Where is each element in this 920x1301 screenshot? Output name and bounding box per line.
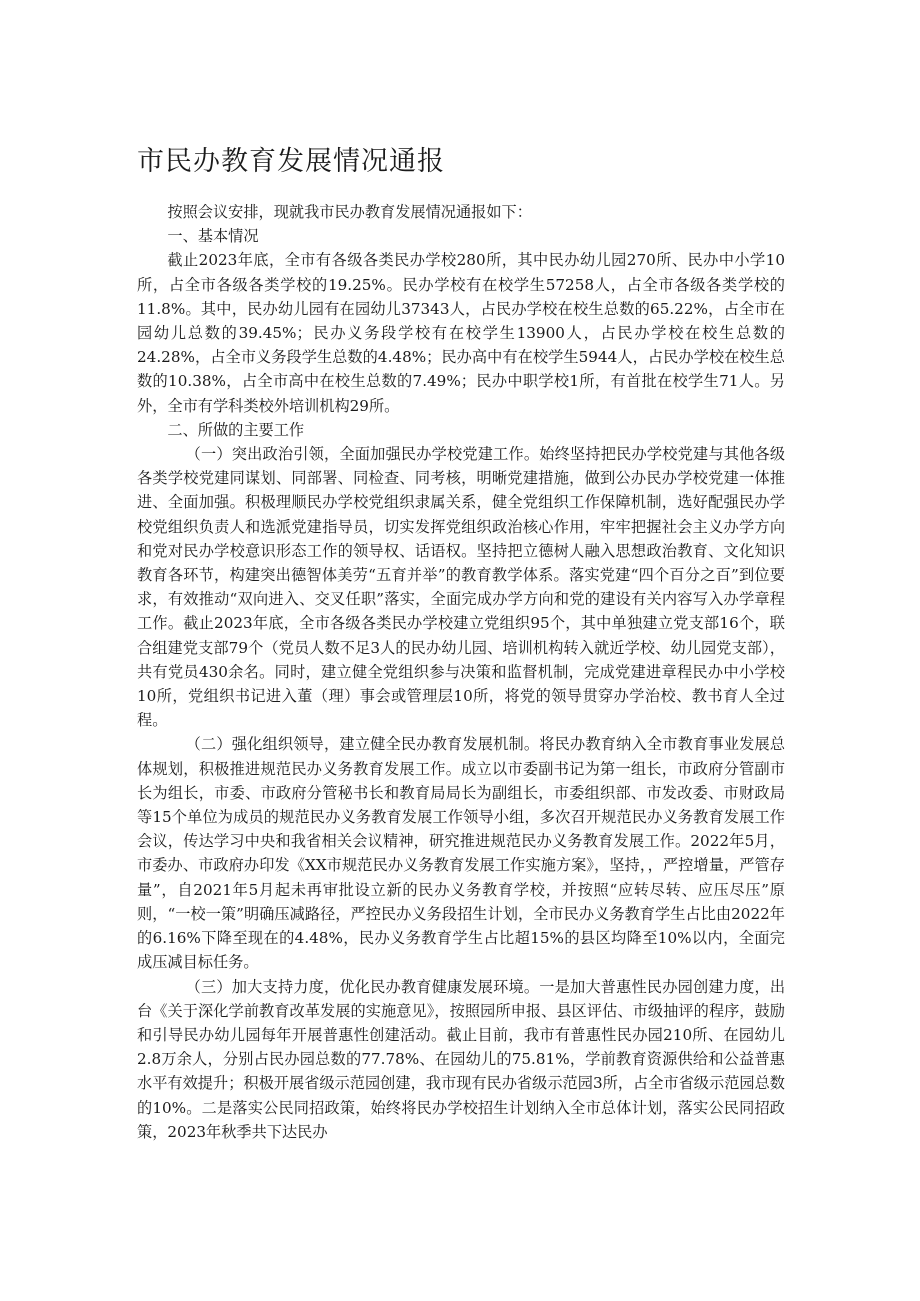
section1-paragraph: 截止2023年底，全市有各级各类民办学校280所，其中民办幼儿园270所、民办中小学10所，占全市各级各类学校的19.25%。民办学校有在校学生57258人，占全市各级各类学校的11.8%。其中，民办幼儿园有在园幼儿37343人，占民办学校在校生总数的65.22%，占全市在园幼儿总数的39.45%；民办义务段学校有在校学生13900人，占民办学校在校生总数的24.28%，占全市义务段学生总数的4.48%；民办高中有在校学生5944人，占民办学校在校生总数的10.38%，占全市高中在校生总数的7.49%；民办中职学校1所，有首批在校学生71人。另外，全市有学科类校外培训机构29所。 [137, 251, 785, 415]
document-body [137, 200, 785, 1144]
work-item-2-paragraph: （二）强化组织领导，建立健全民办教育发展机制。将民办教育纳入全市教育事业发展总体规划，积极推进规范民办义务教育发展工作。成立以市委副书记为第一组长，市政府分管副市长为组长，市委、市政府分管秘书长和教育局局长为副组长，市委组织部、市发改委、市财政局等15个单位为成员的规范民办义务教育发展工作领导小组，多次召开规范民办义务教育发展工作会议，传达学习中央和我省相关会议精神，研究推进规范民办义务教育发展工作。2022年5月，市委办、市政府办印发《XX市规范民办义务教育发展工作实施方案》，坚持，，严控增量，严管存量”，自2021年5月起未再审批设立新的民办义务教育学校，并按照“应转尽转、应压尽压”原则，“一校一策”明确压减路径，严控民办义务段招生计划，全市民办义务教育学生占比由2022年的6.16%下降至现在的4.48%，民办义务教育学生占比超15%的县区均降至10%以内，全面完成压减目标任务。 [137, 735, 785, 972]
section1-heading: 一、基本情况 [167, 227, 259, 246]
intro-paragraph: 按照会议安排，现就我市民办教育发展情况通报如下： [167, 203, 532, 221]
work-item-3-paragraph: （三）加大支持力度，优化民办教育健康发展环境。一是加大普惠性民办园创建力度，出台《关于深化学前教育改革发展的实施意见》，按照园所申报、县区评估、市级抽评的程序，鼓励和引导民办幼儿园每年开展普惠性创建活动。截止目前，我市有普惠性民办园210所、在园幼儿2.8万余人，分别占民办园总数的77.78%、在园幼儿的75.81%，学前教育资源供给和公益普惠水平有效提升；积极开展省级示范园创建，我市现有民办省级示范园3所，占全市省级示范园总数的10%。二是落实公民同招政策，始终将民办学校招生计划纳入全市总体计划，落实公民同招政策，2023年秋季共下达民办 [137, 977, 785, 1141]
section2-heading: 二、所做的主要工作 [167, 420, 305, 439]
document-title: 市民办教育发展情况通报 [137, 146, 445, 177]
work-item-1-paragraph: （一）突出政治引领，全面加强民办学校党建工作。始终坚持把民办学校党建与其他各级各类学校党建同谋划、同部署、同检查、同考核，明晰党建措施，做到公办民办学校党建一体推进、全面加强。积极理顺民办学校党组织隶属关系，健全党组织工作保障机制，选好配强民办学校党组织负责人和选派党建指导员，切实发挥党组织政治核心作用，牢牢把握社会主义办学方向和党对民办学校意识形态工作的领导权、话语权。坚持把立德树人融入思想政治教育、文化知识教育各环节，构建突出德智体美劳“五育并举”的教育教学体系。落实党建“四个百分之百”到位要求，有效推动“双向进入、交叉任职”落实，全面完成办学方向和党的建设有关内容写入办学章程工作。截止2023年底，全市各级各类民办学校建立党组织95个，其中单独建立党支部16个，联合组建党支部79个（党员人数不足3人的民办幼儿园、培训机构转入就近学校、幼儿园党支部），共有党员430余名。同时，建立健全党组织参与决策和监督机制，完成党建进章程民办中小学校10所，党组织书记进入董（理）事会或管理层10所，将党的领导贯穿办学治校、教书育人全过程。 [137, 445, 785, 730]
